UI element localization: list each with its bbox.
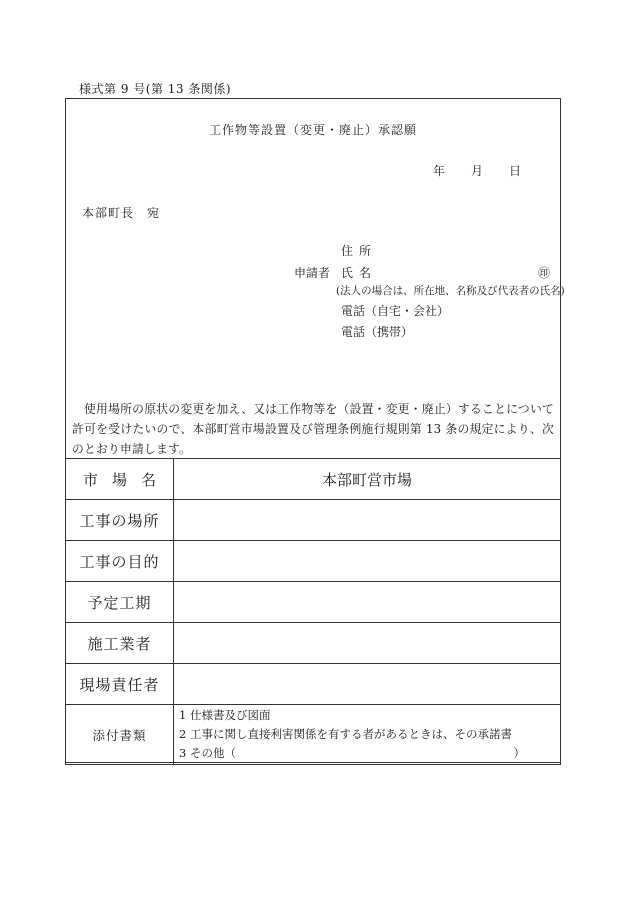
form-number: 様式第 9 号(第 13 条関係) [79, 82, 232, 96]
date-day-label: 日 [509, 164, 522, 178]
name-label: 氏名 [341, 266, 378, 280]
construction-location-field[interactable] [174, 500, 561, 541]
construction-purpose-field[interactable] [174, 541, 561, 582]
applicant-label: 申請者 [294, 266, 331, 280]
market-name-label: 市場名 [66, 459, 174, 500]
table-row [66, 582, 561, 623]
table-row [66, 664, 561, 705]
date-line [433, 162, 521, 179]
attachment-item: 1 仕様書及び図面 [179, 708, 271, 722]
application-table [65, 458, 561, 765]
table-row [66, 500, 561, 541]
attachment-other-open: 3 その他（ [179, 746, 236, 760]
phone-home-label: 電話（自宅・会社） [341, 304, 450, 318]
address-label: 住所 [341, 244, 378, 258]
table-row [66, 705, 561, 765]
site-manager-label: 現場責任者 [66, 664, 174, 705]
table-row [66, 541, 561, 582]
construction-location-label: 工事の場所 [66, 500, 174, 541]
attachment-item: 2 工事に関し直接利害関係を有する者があるときは、その承諾書 [179, 727, 512, 741]
site-manager-field[interactable] [174, 664, 561, 705]
application-form [65, 98, 565, 763]
seal-mark: ㊞ [538, 266, 551, 280]
addressee: 本部町長 宛 [82, 206, 161, 220]
schedule-label: 予定工期 [66, 582, 174, 623]
table-row [66, 459, 561, 500]
market-name-value[interactable]: 本部町営市場 [174, 459, 561, 500]
phone-mobile-label: 電話（携帯） [341, 325, 414, 339]
attachment-other-close: ） [513, 746, 525, 760]
construction-purpose-label: 工事の目的 [66, 541, 174, 582]
schedule-field[interactable] [174, 582, 561, 623]
contractor-field[interactable] [174, 623, 561, 664]
contractor-label: 施工業者 [66, 623, 174, 664]
attachments-label: 添付書類 [66, 705, 174, 765]
attachment-other-field[interactable] [236, 744, 514, 763]
attachment-other [179, 744, 525, 763]
form-title: 工作物等設置（変更・廃止）承認願 [208, 123, 417, 137]
corporate-note: (法人の場合は、所在地、名称及び代表者の氏名) [336, 285, 565, 297]
date-month-label: 月 [471, 164, 484, 178]
application-statement: 使用場所の原状の変更を加え、又は工作物等を（設置・変更・廃止）することについて許可を受けたいので、本部町営市場設置及び管理条例施行規則第 13 条の規定により、次のとおり申請します。 [72, 402, 554, 456]
table-row [66, 623, 561, 664]
date-year-label: 年 [433, 164, 446, 178]
attachments-list [174, 705, 561, 765]
